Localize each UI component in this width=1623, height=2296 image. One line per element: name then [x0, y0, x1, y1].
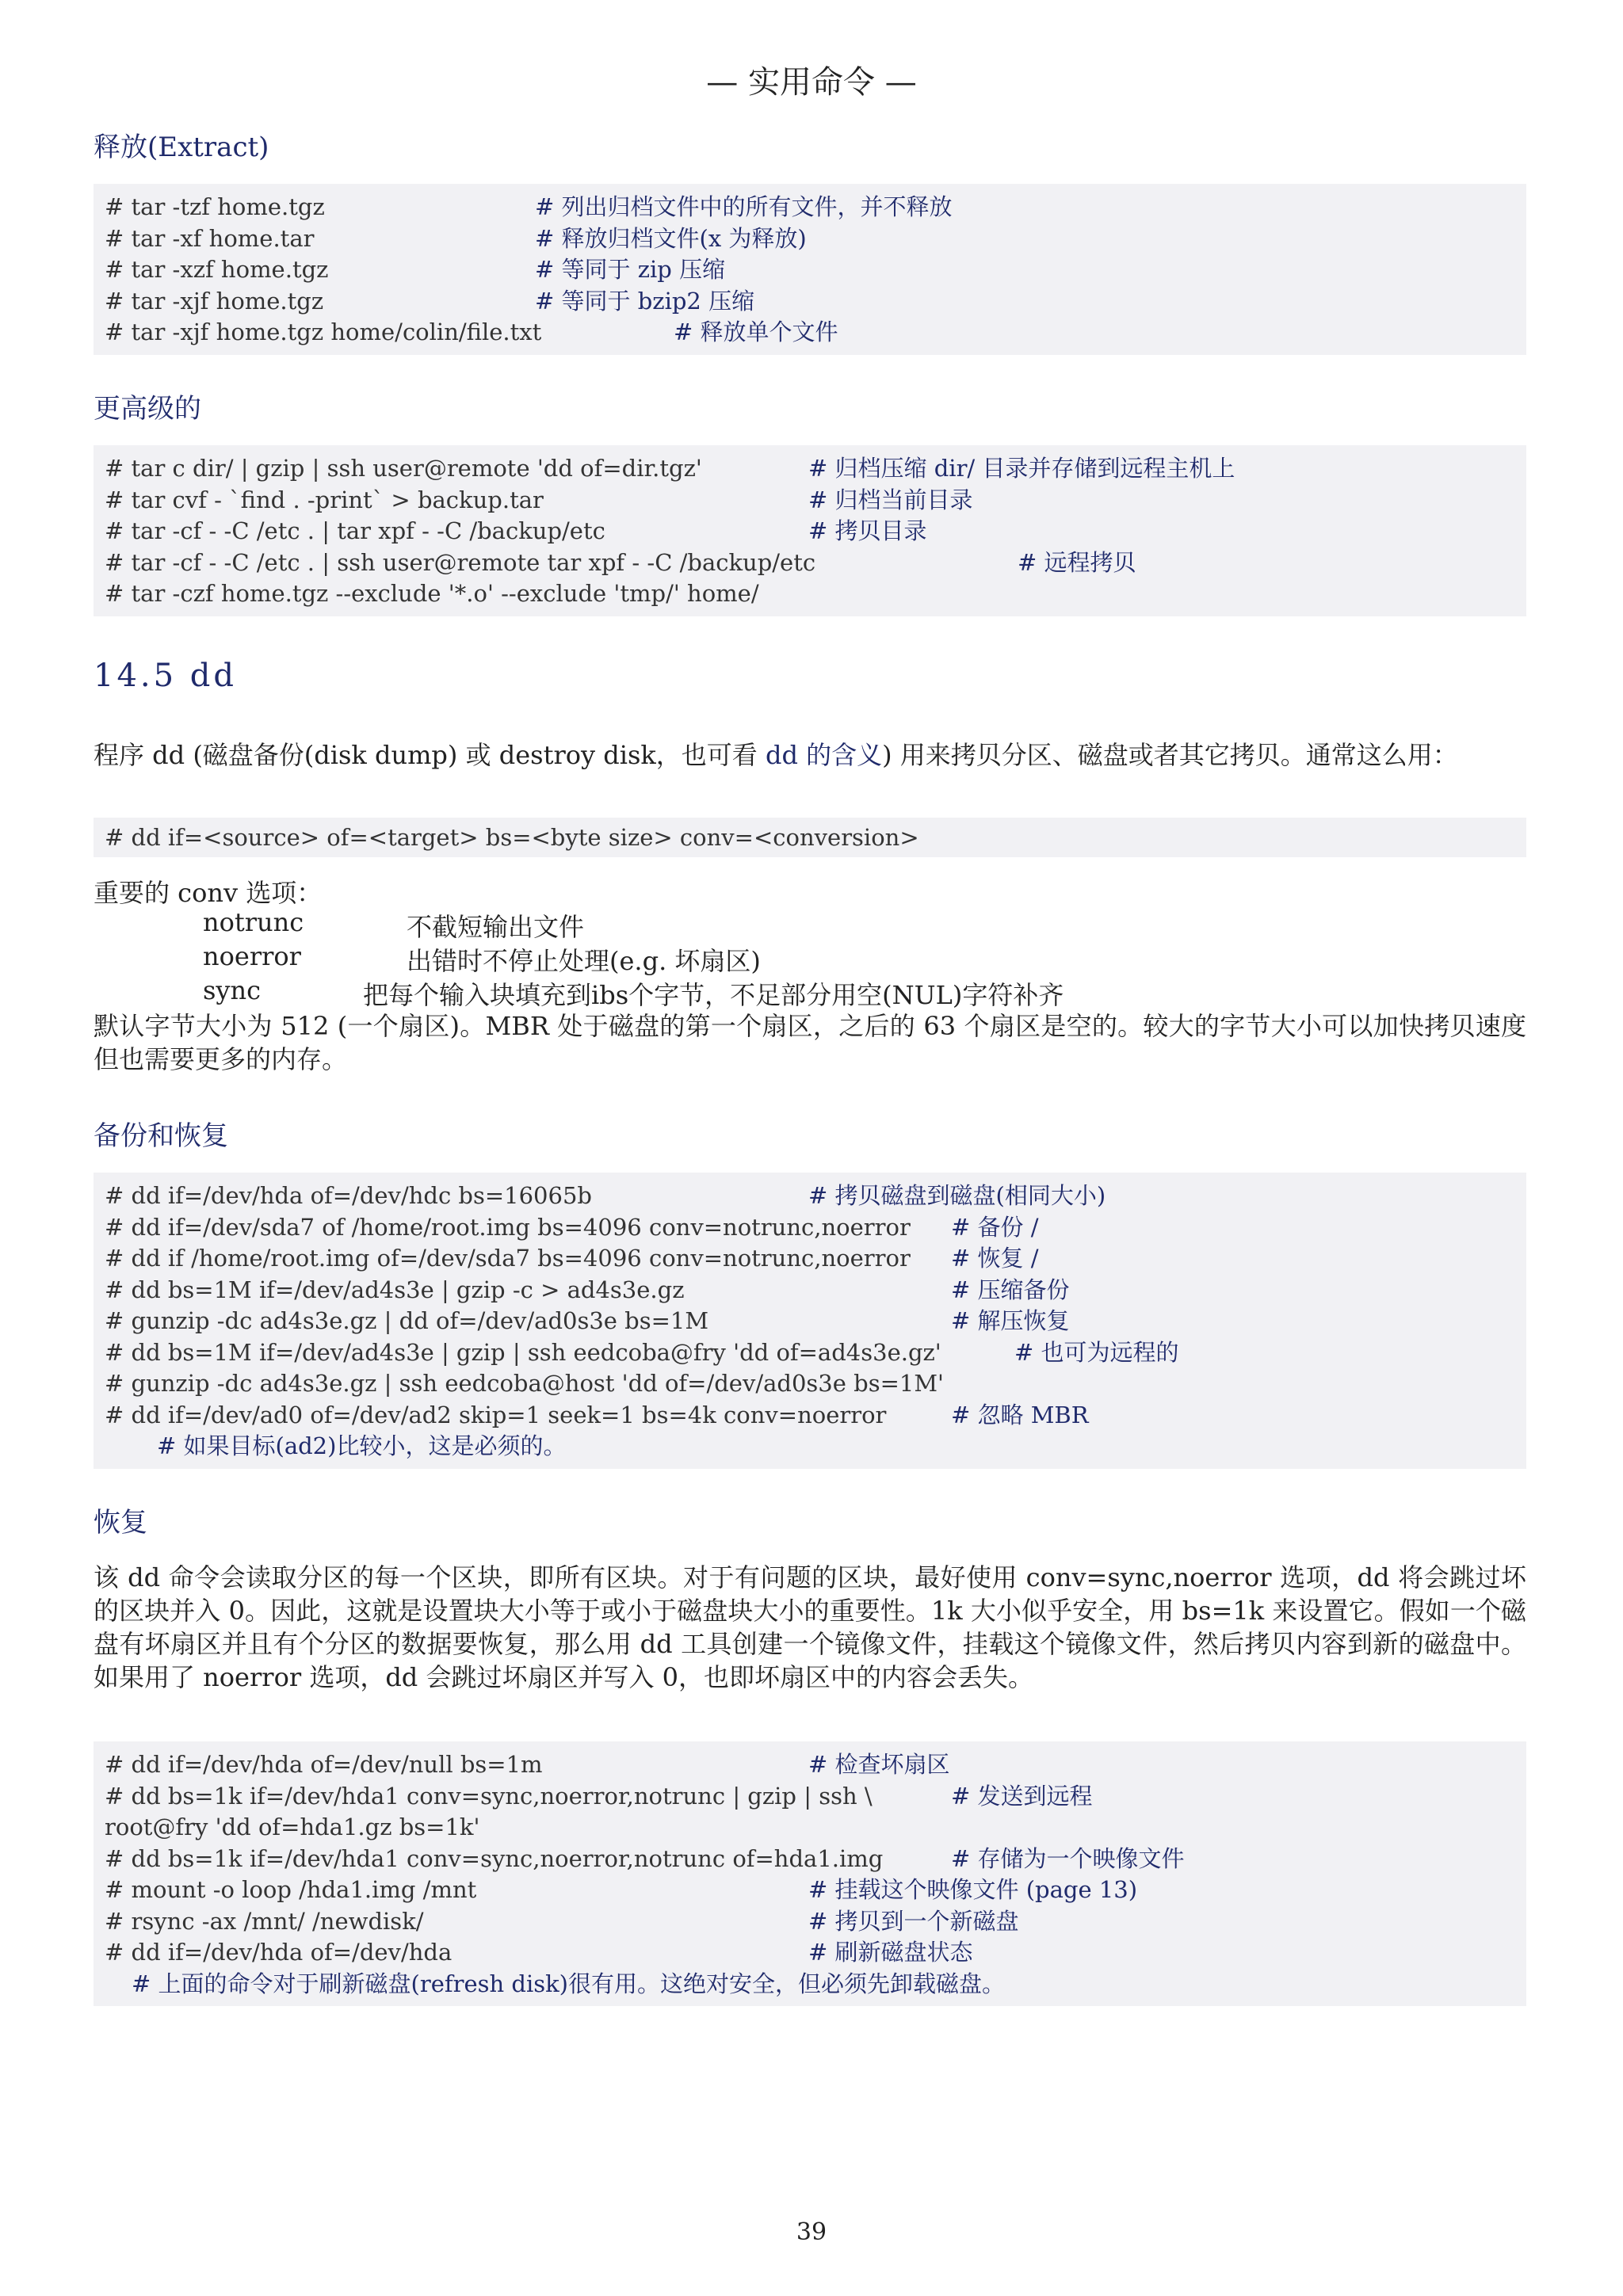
code-comment: # 拷贝目录	[808, 517, 927, 544]
code-command: # dd bs=1k if=/dev/hda1 conv=sync,noerror,notrunc | gzip | ssh \	[105, 1782, 873, 1810]
recover-paragraph: 该 dd 命令会读取分区的每一个区块，即所有区块。对于有问题的区块，最好使用 conv=sync,noerror 选项，dd 将会跳过坏的区块并入 0。因此，这就是设置块大小等于或小于磁盘块大小的重要性。1k 大小似乎安全，用 bs=1k 来设置它。假如一个磁盘有坏扇区并且有个分区的数据要恢复，那么用 dd 工具创建一个镜像文件，挂载这个镜像文件，然后拷贝内容到新的磁盘中。如果用了 noerror 选项，dd 会跳过坏扇区并写入 0，也即坏扇区中的内容会丢失。	[94, 1562, 1526, 1692]
code-line	[105, 254, 1526, 286]
code-comment: # 解压恢复	[951, 1307, 1070, 1334]
code-command: # tar -czf home.tgz --exclude '*.o' --exclude 'tmp/' home/	[105, 580, 759, 607]
code-line	[105, 1337, 1526, 1369]
section-title-recover: 恢复	[94, 1507, 147, 1539]
code-comment: # 释放归档文件(x 为释放)	[535, 224, 807, 252]
code-command: # dd if=/dev/sda7 of /home/root.img bs=4096 conv=notrunc,noerror	[105, 1213, 911, 1241]
code-line	[105, 453, 1526, 485]
code-line	[105, 1844, 1526, 1875]
code-line	[105, 1368, 1526, 1400]
code-line	[105, 578, 1526, 610]
code-comment: # 压缩备份	[951, 1276, 1070, 1303]
code-command: # dd bs=1k if=/dev/hda1 conv=sync,noerror,notrunc of=hda1.img	[105, 1844, 884, 1872]
code-command: # dd if=/dev/hda of=/dev/hdc bs=16065b	[105, 1182, 592, 1209]
code-comment: # 远程拷贝	[1018, 548, 1136, 576]
code-comment: # 等同于 zip 压缩	[535, 256, 726, 283]
dd-meaning-link[interactable]: dd 的含义	[765, 740, 883, 770]
page-header: — 实用命令 —	[706, 64, 917, 101]
code-line	[105, 1306, 1526, 1337]
section-title-extract: 释放(Extract)	[94, 132, 269, 163]
code-line	[105, 1180, 1526, 1212]
code-command: # tar cvf - `find . -print` > backup.tar	[105, 486, 544, 513]
code-command: # tar -cf - -C /etc . | tar xpf - -C /backup/etc	[105, 517, 605, 544]
option-name: notrunc	[203, 907, 304, 937]
code-command: # gunzip -dc ad4s3e.gz | dd of=/dev/ad0s3e bs=1M	[105, 1307, 709, 1334]
code-line	[105, 1400, 1526, 1432]
code-block-recover	[94, 1741, 1526, 2006]
code-line	[105, 1275, 1526, 1306]
option-desc: 不截短输出文件	[407, 912, 585, 942]
code-line	[105, 286, 1526, 318]
section-title-backup: 备份和恢复	[94, 1120, 228, 1152]
option-name: noerror	[203, 941, 301, 971]
code-line	[105, 1781, 1526, 1813]
dd-intro-paragraph	[94, 738, 1526, 772]
code-line	[105, 1212, 1526, 1244]
code-command: # mount -o loop /hda1.img /mnt	[105, 1876, 477, 1903]
option-desc: 把每个输入块填充到ibs个字节，不足部分用空(NUL)字符补齐	[363, 980, 1064, 1010]
code-comment: # 归档压缩 dir/ 目录并存储到远程主机上	[808, 455, 1235, 482]
code-block-extract	[94, 184, 1526, 355]
code-comment: # 等同于 bzip2 压缩	[535, 287, 755, 315]
code-line	[105, 192, 1526, 223]
code-command: # dd if=/dev/hda of=/dev/null bs=1m	[105, 1751, 543, 1778]
code-line	[105, 223, 1526, 255]
code-comment: # 挂载这个映像文件 (page 13)	[808, 1876, 1138, 1903]
code-line	[105, 1749, 1526, 1781]
code-line	[105, 1875, 1526, 1906]
code-block-advanced	[94, 445, 1526, 616]
code-line	[105, 1812, 1526, 1844]
code-comment: # 备份 /	[951, 1213, 1039, 1241]
code-command: # tar -tzf home.tgz	[105, 193, 325, 220]
code-line	[105, 485, 1526, 517]
code-command: # tar -cf - -C /etc . | ssh user@remote tar xpf - -C /backup/etc	[105, 548, 816, 576]
option-desc: 出错时不停止处理(e.g. 坏扇区)	[407, 946, 761, 976]
code-comment: # 刷新磁盘状态	[808, 1939, 973, 1966]
dd-blocksize-paragraph: 默认字节大小为 512 (一个扇区)。MBR 处于磁盘的第一个扇区，之后的 63 个扇区是空的。较大的字节大小可以加快拷贝速度但也需要更多的内存。	[94, 1011, 1526, 1074]
section-title-dd: 14.5 dd	[94, 658, 237, 694]
code-comment: # 检查坏扇区	[808, 1751, 950, 1778]
code-line	[105, 547, 1526, 579]
conv-options-title: 重要的 conv 选项：	[94, 878, 323, 908]
code-command: # dd bs=1M if=/dev/ad4s3e | gzip -c > ad4s3e.gz	[105, 1276, 685, 1303]
code-line	[105, 1937, 1526, 1969]
code-block-backup	[94, 1173, 1526, 1469]
paragraph-text: 程序 dd (磁盘备份(disk dump) 或 destroy disk，也可看	[94, 740, 766, 770]
code-command: # tar -xjf home.tgz home/colin/file.txt	[105, 318, 542, 345]
code-comment: # 也可为远程的	[1014, 1338, 1179, 1366]
code-command: # dd bs=1M if=/dev/ad4s3e | gzip | ssh eedcoba@fry 'dd of=ad4s3e.gz'	[105, 1338, 941, 1366]
code-line: # dd if=<source> of=<target> bs=<byte size> conv=<conversion>	[105, 824, 919, 851]
code-line	[105, 1906, 1526, 1938]
code-comment: # 归档当前目录	[808, 486, 973, 513]
code-command: # rsync -ax /mnt/ /newdisk/	[105, 1907, 424, 1935]
code-comment: # 拷贝到一个新磁盘	[808, 1907, 1019, 1935]
code-line	[105, 317, 1526, 349]
code-comment: # 释放单个文件	[674, 318, 838, 345]
code-comment: # 恢复 /	[951, 1245, 1039, 1272]
code-command: # tar -xzf home.tgz	[105, 256, 329, 283]
page-number: 39	[796, 2218, 827, 2246]
code-comment: # 拷贝磁盘到磁盘(相同大小)	[808, 1182, 1106, 1209]
code-command: # dd if=/dev/hda of=/dev/hda	[105, 1939, 453, 1966]
code-command: # tar c dir/ | gzip | ssh user@remote 'dd of=dir.tgz'	[105, 455, 702, 482]
code-command: # tar -xf home.tar	[105, 224, 315, 252]
code-line	[105, 1969, 1526, 2000]
option-name: sync	[203, 975, 262, 1005]
code-comment: # 发送到远程	[951, 1782, 1093, 1810]
code-command: # dd if=/dev/ad0 of=/dev/ad2 skip=1 seek=1 bs=4k conv=noerror	[105, 1401, 887, 1428]
code-comment: # 列出归档文件中的所有文件，并不释放	[535, 193, 953, 220]
code-block-dd-usage	[94, 818, 1526, 857]
code-command: # gunzip -dc ad4s3e.gz | ssh eedcoba@host 'dd of=/dev/ad0s3e bs=1M'	[105, 1370, 944, 1397]
code-line	[105, 516, 1526, 547]
section-title-advanced: 更高级的	[94, 393, 201, 425]
paragraph-text: ) 用来拷贝分区、磁盘或者其它拷贝。通常这么用：	[882, 740, 1458, 770]
code-command: # tar -xjf home.tgz	[105, 287, 324, 315]
code-comment: # 如果目标(ad2)比较小，这是必须的。	[157, 1432, 567, 1459]
code-line	[105, 1243, 1526, 1275]
code-comment: # 上面的命令对于刷新磁盘(refresh disk)很有用。这绝对安全，但必须先卸载磁盘。	[132, 1970, 1006, 1997]
code-command: root@fry 'dd of=hda1.gz bs=1k'	[105, 1814, 480, 1840]
code-comment: # 忽略 MBR	[951, 1401, 1089, 1428]
code-comment: # 存储为一个映像文件	[951, 1844, 1185, 1872]
code-line	[105, 1431, 1526, 1463]
code-command: # dd if /home/root.img of=/dev/sda7 bs=4096 conv=notrunc,noerror	[105, 1245, 911, 1272]
